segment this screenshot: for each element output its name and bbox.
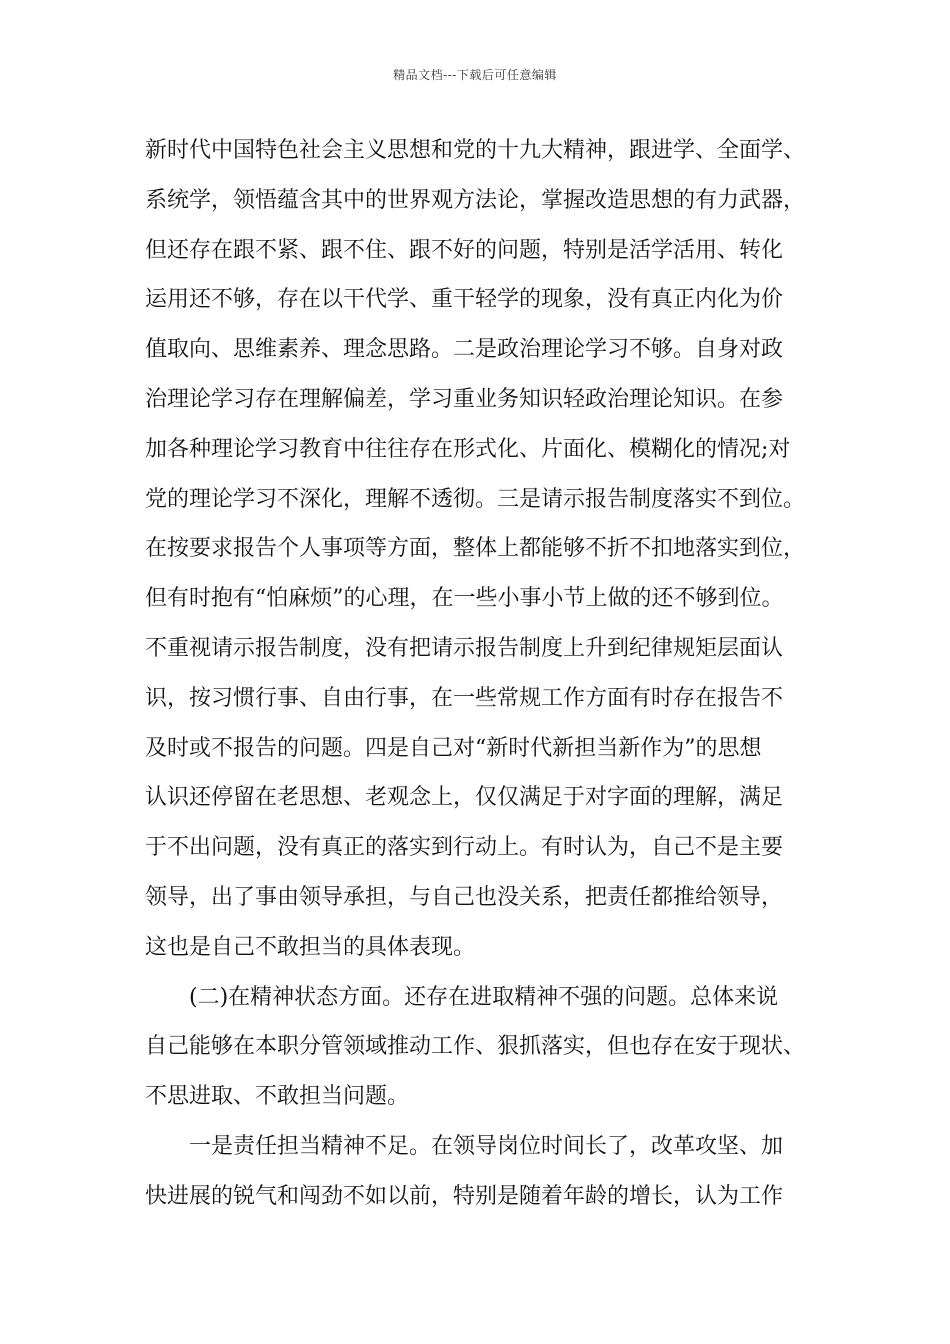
text-line: 在按要求报告个人事项等方面，整体上都能够不折不扣地落实到位， (145, 536, 806, 562)
text-line: 领导，出了事由领导承担，与自己也没关系，把责任都推给领导， (145, 884, 784, 910)
text-line: 这也是自己不敢担当的具体表现。 (145, 934, 476, 960)
text-line: 自己能够在本职分管领域推动工作、狠抓落实，但也存在安于现状、 (145, 1034, 806, 1060)
text-line: 新时代中国特色社会主义思想和党的十九大精神，跟进学、全面学、 (145, 138, 806, 163)
text-line: 不重视请示报告制度，没有把请示报告制度上升到纪律规矩层面认 (145, 635, 784, 661)
text-line: 但有时抱有“怕麻烦”的心理，在一些小事小节上做的还不够到位。 (145, 586, 784, 612)
text-line: 于不出问题，没有真正的落实到行动上。有时认为，自己不是主要 (145, 835, 784, 861)
paragraph-start-line: 一是责任担当精神不足。在领导岗位时间长了，改革攻坚、加 (189, 1133, 784, 1159)
text-line: 认识还停留在老思想、老观念上，仅仅满足于对字面的理解，满足 (145, 785, 784, 811)
text-line: 识，按习惯行事、自由行事，在一些常规工作方面有时存在报告不 (145, 685, 784, 711)
body-text (145, 131, 815, 1227)
text-line: 值取向、思维素养、理念思路。二是政治理论学习不够。自身对政 (145, 337, 784, 363)
text-line: 治理论学习存在理解偏差，学习重业务知识轻政治理论知识。在参 (145, 386, 784, 412)
text-line: 及时或不报告的问题。四是自己对“新时代新担当新作为”的思想 (145, 735, 762, 761)
paragraph-start-line: (二)在精神状态方面。还存在进取精神不强的问题。总体来说 (189, 984, 779, 1010)
text-line: 党的理论学习不深化，理解不透彻。三是请示报告制度落实不到位。 (145, 486, 806, 512)
text-line: 系统学，领悟蕴含其中的世界观方法论，掌握改造思想的有力武器， (145, 187, 806, 213)
text-line: 但还存在跟不紧、跟不住、跟不好的问题，特别是活学活用、转化 (145, 237, 784, 263)
text-line: 不思进取、不敢担当问题。 (145, 1084, 410, 1110)
text-line: 快进展的锐气和闯劲不如以前，特别是随着年龄的增长，认为工作 (145, 1183, 784, 1209)
page-header: 精品文档---下载后可任意编辑 (393, 68, 557, 82)
text-line: 运用还不够，存在以干代学、重干轻学的现象，没有真正内化为价 (145, 287, 784, 313)
text-line: 加各种理论学习教育中往往存在形式化、片面化、模糊化的情况;对 (145, 436, 791, 462)
